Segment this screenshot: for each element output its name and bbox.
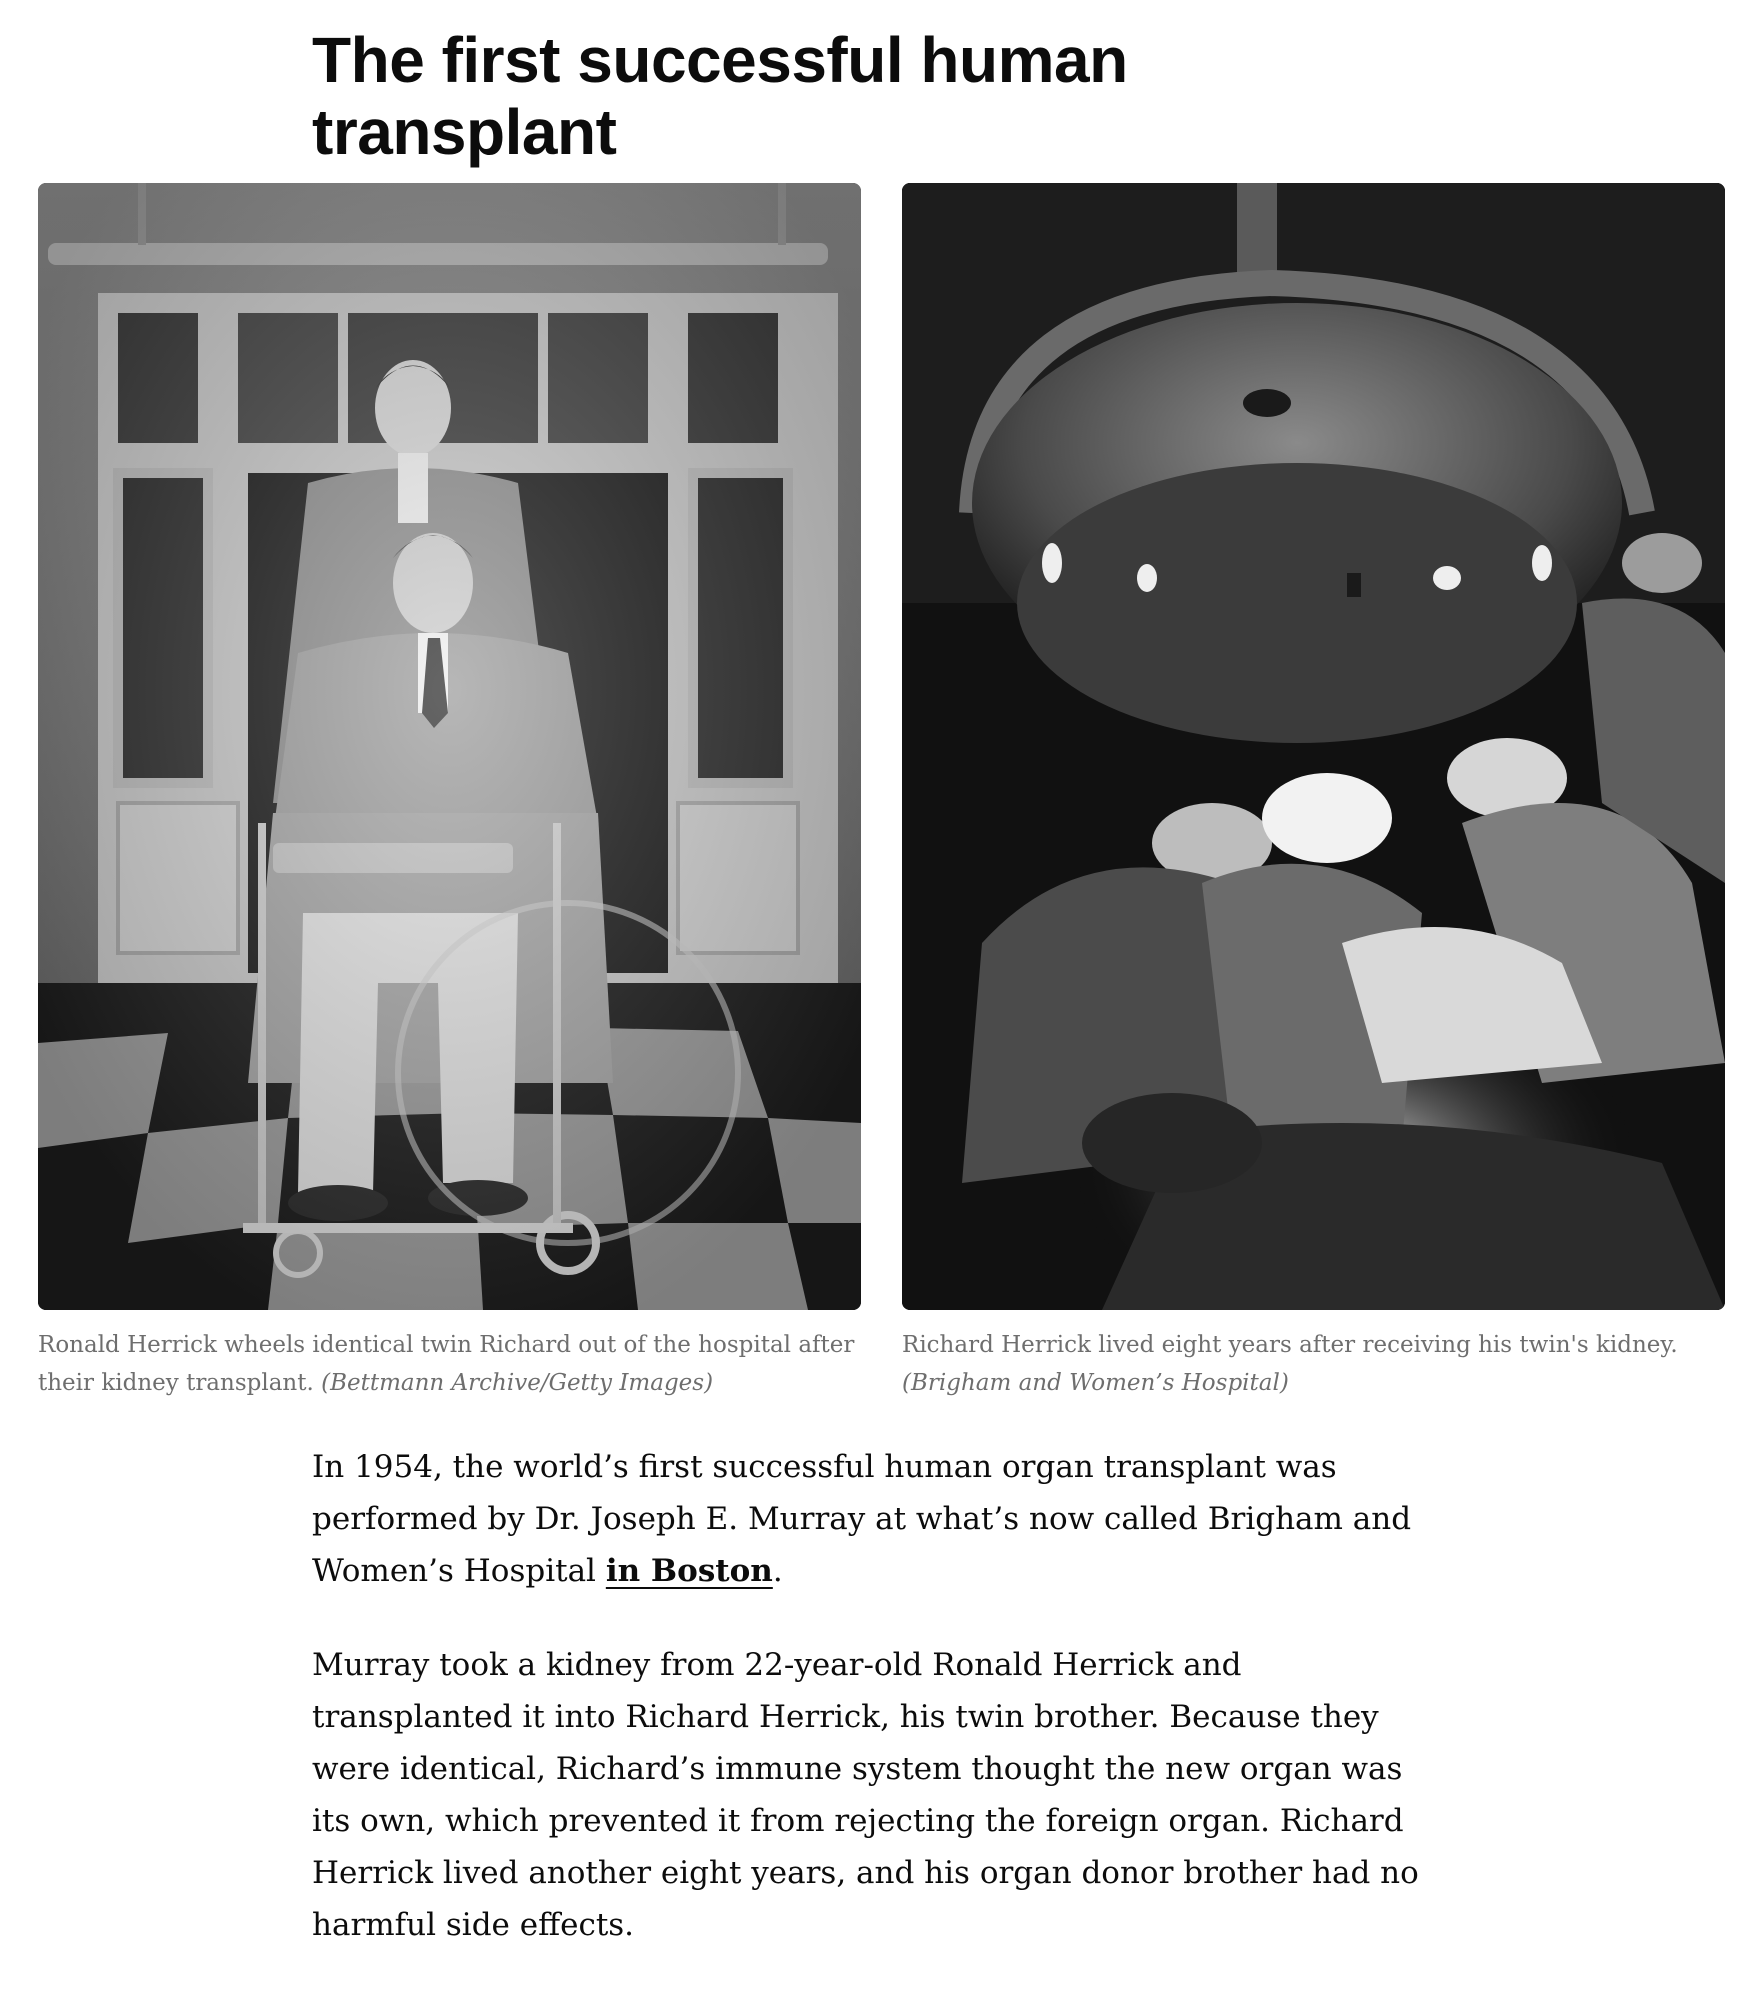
figure-wheelchair bbox=[38, 183, 861, 1402]
paragraph-2: Murray took a kidney from 22-year-old Ronald Herrick and transplanted it into Richard Herrick, his twin brother. Because they were identical, Richard’s immune system thought the new organ was its own, which prevented it from rejecting the foreign organ. Richard Herrick lived another eight years, and his organ donor brother had no harmful side effects. bbox=[312, 1647, 1419, 1943]
paragraph-text: In 1954, the world’s first successful human organ transplant was performed by Dr. Joseph E. Murray at what’s now called Brigham and Women’s Hospital bbox=[312, 1449, 1412, 1589]
photo-wheelchair[interactable] bbox=[38, 183, 861, 1310]
caption-text: Richard Herrick lived eight years after receiving his twin's kidney. bbox=[902, 1332, 1678, 1358]
figure-caption-right bbox=[902, 1326, 1725, 1402]
figure-surgery bbox=[902, 183, 1725, 1402]
paragraph-text-end: . bbox=[772, 1553, 783, 1589]
article-body bbox=[312, 1441, 1442, 1993]
paragraph-1 bbox=[312, 1441, 1442, 1597]
article-headline: The first successful human transplant bbox=[312, 24, 1128, 168]
photo-credit: (Brigham and Women’s Hospital) bbox=[902, 1370, 1289, 1396]
surgery-photo-illustration bbox=[902, 183, 1725, 1310]
boston-link[interactable]: in Boston bbox=[605, 1553, 773, 1589]
photo-credit: (Bettmann Archive/Getty Images) bbox=[321, 1370, 714, 1396]
photo-surgery[interactable] bbox=[902, 183, 1725, 1310]
figure-caption-left bbox=[38, 1326, 861, 1402]
wheelchair-photo-illustration bbox=[38, 183, 861, 1310]
caption-text: Ronald Herrick wheels identical twin Richard out of the hospital after their kidney transplant. bbox=[38, 1332, 855, 1396]
